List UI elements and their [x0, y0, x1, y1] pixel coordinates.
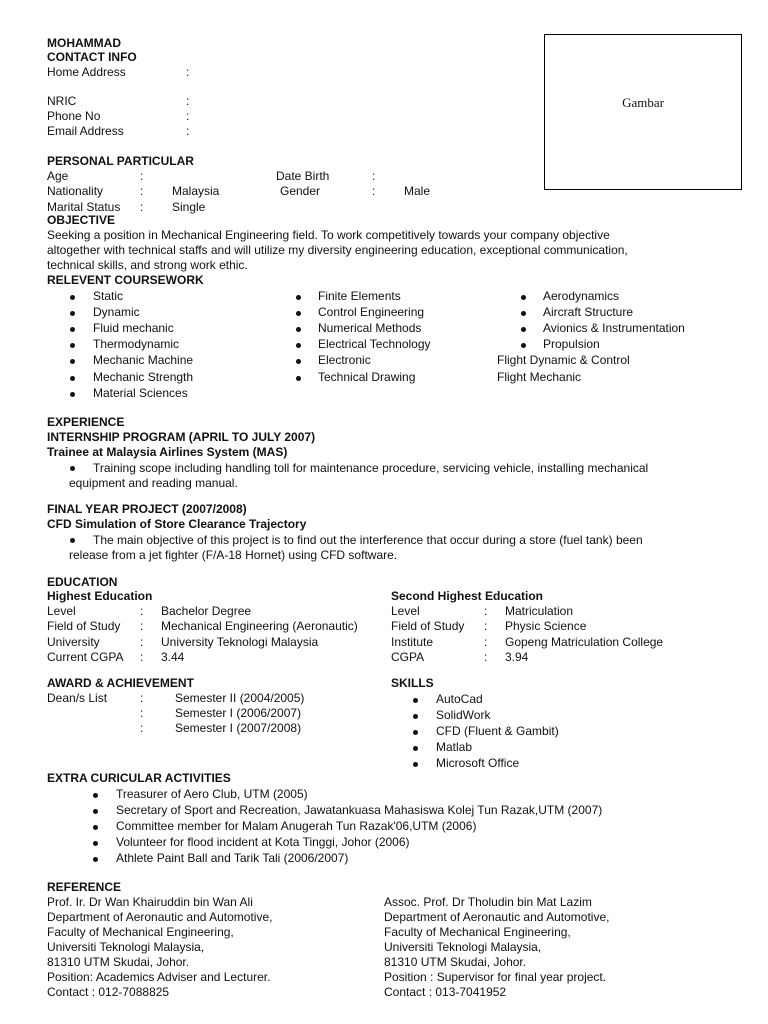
edu-value: Mechanical Engineering (Aeronautic) [161, 619, 358, 633]
reference-heading: REFERENCE [47, 880, 122, 894]
award-item: Semester I (2006/2007) [175, 706, 302, 720]
personal-particular-heading: PERSONAL PARTICULAR [47, 154, 194, 168]
objective-line: Seeking a position in Mechanical Engineering field. To work competitively towards your company objective [47, 228, 610, 242]
reference-right-line: Universiti Teknologi Malaysia, [384, 940, 542, 954]
course-item: Mechanic Machine [93, 353, 194, 367]
award-heading: AWARD & ACHIEVEMENT [47, 676, 194, 690]
reference-right-line: Assoc. Prof. Dr Tholudin bin Mat Lazim [384, 895, 592, 909]
award-sep: : [140, 706, 144, 720]
reference-left-line: Prof. Ir. Dr Wan Khairuddin bin Wan Ali [47, 895, 253, 909]
fyp-desc-line: release from a jet fighter (F/A-18 Hornet) using CFD software. [69, 548, 398, 562]
award-item: Semester I (2007/2008) [175, 721, 302, 735]
internship-desc-line: equipment and reading manual. [69, 476, 238, 490]
skill-item: CFD (Fluent & Gambit) [436, 724, 559, 738]
course-item: Aerodynamics [543, 289, 620, 303]
edu-value: 3.44 [161, 650, 185, 664]
edu-value: Bachelor Degree [161, 604, 252, 618]
edu-value: 3.94 [505, 650, 529, 664]
reference-right-line: Contact : 013-7041952 [384, 985, 507, 999]
edu-value: Physic Science [505, 619, 587, 633]
objective-heading: OBJECTIVE [47, 213, 116, 227]
email-sep: : [186, 124, 190, 138]
photo-label: Gambar [622, 95, 664, 110]
reference-left-line: Universiti Teknologi Malaysia, [47, 940, 205, 954]
activity-item: Treasurer of Aero Club, UTM (2005) [116, 787, 308, 801]
objective-line: technical skills, and strong work ethic. [47, 258, 248, 272]
coursework-heading: RELEVENT COURSEWORK [47, 273, 204, 287]
edu-label: Current CGPA [47, 650, 124, 664]
reference-right-line: Position : Supervisor for final year project. [384, 970, 607, 984]
extra-curricular-heading: EXTRA CURICULAR ACTIVITIES [47, 771, 231, 785]
course-item: Static [93, 289, 124, 303]
bullet-icon [70, 376, 75, 381]
bullet-icon [521, 311, 526, 316]
course-item: Numerical Methods [318, 321, 422, 335]
gender-sep: : [372, 184, 376, 198]
date-birth-label: Date Birth [276, 169, 330, 183]
bullet-icon [93, 793, 98, 798]
bullet-icon [296, 311, 301, 316]
bullet-icon [70, 538, 75, 543]
edu-label: CGPA [391, 650, 425, 664]
experience-heading: EXPERIENCE [47, 415, 125, 429]
reference-left-line: 81310 UTM Skudai, Johor. [47, 955, 190, 969]
course-item: Propulsion [543, 337, 600, 351]
award-sep: : [140, 721, 144, 735]
nationality-sep: : [140, 184, 144, 198]
course-item: Flight Dynamic & Control [497, 353, 630, 367]
highest-education-heading: Highest Education [47, 589, 153, 603]
activity-item: Committee member for Malam Anugerah Tun Razak'06,UTM (2006) [116, 819, 477, 833]
edu-sep: : [484, 604, 488, 618]
nationality-label: Nationality [47, 184, 104, 198]
course-item: Technical Drawing [318, 370, 416, 384]
skill-item: SolidWork [436, 708, 491, 722]
award-sep: : [140, 691, 144, 705]
edu-label: Institute [391, 635, 434, 649]
bullet-icon [413, 714, 418, 719]
bullet-icon [296, 359, 301, 364]
fyp-subtitle: CFD Simulation of Store Clearance Trajectory [47, 517, 307, 531]
course-item: Finite Elements [318, 289, 401, 303]
edu-sep: : [140, 604, 144, 618]
bullet-icon [521, 327, 526, 332]
home-address-sep: : [186, 65, 190, 79]
course-item: Thermodynamic [93, 337, 180, 351]
objective-line: altogether with technical staffs and will utilize my diversity engineering education, exceptional communication, [47, 243, 628, 257]
bullet-icon [70, 392, 75, 397]
award-item: Semester II (2004/2005) [175, 691, 305, 705]
bullet-icon [296, 295, 301, 300]
reference-left-line: Position: Academics Adviser and Lecturer. [47, 970, 271, 984]
bullet-icon [296, 376, 301, 381]
fyp-desc-line: The main objective of this project is to find out the interference that occur during a store (fuel tank) been [93, 533, 643, 547]
course-item: Avionics & Instrumentation [543, 321, 685, 335]
reference-right-line: 81310 UTM Skudai, Johor. [384, 955, 527, 969]
bullet-icon [413, 762, 418, 767]
reference-left-line: Faculty of Mechanical Engineering, [47, 925, 234, 939]
contact-info-heading: CONTACT INFO [47, 50, 137, 64]
marital-value: Single [172, 200, 206, 214]
skill-item: AutoCad [436, 692, 483, 706]
course-item: Fluid mechanic [93, 321, 174, 335]
gender-label: Gender [280, 184, 321, 198]
email-label: Email Address [47, 124, 124, 138]
edu-sep: : [140, 650, 144, 664]
bullet-icon [70, 311, 75, 316]
edu-sep: : [484, 650, 488, 664]
course-item: Material Sciences [93, 386, 188, 400]
edu-sep: : [140, 635, 144, 649]
bullet-icon [413, 730, 418, 735]
reference-right-line: Department of Aeronautic and Automotive, [384, 910, 610, 924]
reference-left-line: Contact : 012-7088825 [47, 985, 170, 999]
bullet-icon [70, 359, 75, 364]
photo-placeholder [544, 34, 742, 190]
bullet-icon [70, 295, 75, 300]
edu-value: Matriculation [505, 604, 574, 618]
edu-value: University Teknologi Malaysia [161, 635, 319, 649]
edu-label: Field of Study [391, 619, 465, 633]
fyp-heading: FINAL YEAR PROJECT (2007/2008) [47, 502, 247, 516]
age-label: Age [47, 169, 69, 183]
bullet-icon [413, 698, 418, 703]
skills-heading: SKILLS [391, 676, 434, 690]
edu-label: Field of Study [47, 619, 121, 633]
course-item: Mechanic Strength [93, 370, 194, 384]
bullet-icon [93, 841, 98, 846]
nric-label: NRIC [47, 94, 77, 108]
marital-label: Marital Status [47, 200, 121, 214]
nric-sep: : [186, 94, 190, 108]
course-item: Aircraft Structure [543, 305, 634, 319]
bullet-icon [93, 809, 98, 814]
internship-title: INTERNSHIP PROGRAM (APRIL TO JULY 2007) [47, 430, 316, 444]
nationality-value: Malaysia [172, 184, 220, 198]
course-item: Electrical Technology [318, 337, 431, 351]
activity-item: Secretary of Sport and Recreation, Jawatankuasa Mahasiswa Kolej Tun Razak,UTM (2007) [116, 803, 603, 817]
bullet-icon [93, 825, 98, 830]
bullet-icon [93, 857, 98, 862]
edu-label: Level [47, 604, 76, 618]
resume-name: MOHAMMAD [47, 36, 121, 50]
phone-sep: : [186, 109, 190, 123]
bullet-icon [521, 295, 526, 300]
bullet-icon [413, 746, 418, 751]
edu-value: Gopeng Matriculation College [505, 635, 664, 649]
gender-value: Male [404, 184, 431, 198]
edu-label: University [47, 635, 100, 649]
activity-item: Athlete Paint Ball and Tarik Tali (2006/2007) [116, 851, 349, 865]
edu-sep: : [484, 619, 488, 633]
home-address-label: Home Address [47, 65, 126, 79]
date-birth-sep: : [372, 169, 376, 183]
bullet-icon [296, 327, 301, 332]
reference-right-line: Faculty of Mechanical Engineering, [384, 925, 571, 939]
activity-item: Volunteer for flood incident at Kota Tinggi, Johor (2006) [116, 835, 410, 849]
course-item: Dynamic [93, 305, 140, 319]
skill-item: Microsoft Office [436, 756, 520, 770]
edu-sep: : [484, 635, 488, 649]
bullet-icon [296, 343, 301, 348]
course-item: Control Engineering [318, 305, 425, 319]
internship-desc-line: Training scope including handling toll for maintenance procedure, servicing vehicle, installing mechanical [93, 461, 649, 475]
internship-role: Trainee at Malaysia Airlines System (MAS) [47, 445, 288, 459]
bullet-icon [70, 343, 75, 348]
bullet-icon [70, 327, 75, 332]
marital-sep: : [140, 200, 144, 214]
course-item: Electronic [318, 353, 371, 367]
age-sep: : [140, 169, 144, 183]
phone-label: Phone No [47, 109, 101, 123]
course-item: Flight Mechanic [497, 370, 582, 384]
education-heading: EDUCATION [47, 575, 118, 589]
second-education-heading: Second Highest Education [391, 589, 544, 603]
reference-left-line: Department of Aeronautic and Automotive, [47, 910, 273, 924]
edu-sep: : [140, 619, 144, 633]
bullet-icon [521, 343, 526, 348]
skill-item: Matlab [436, 740, 473, 754]
bullet-icon [70, 466, 75, 471]
deans-list-label: Dean/s List [47, 691, 108, 705]
edu-label: Level [391, 604, 420, 618]
